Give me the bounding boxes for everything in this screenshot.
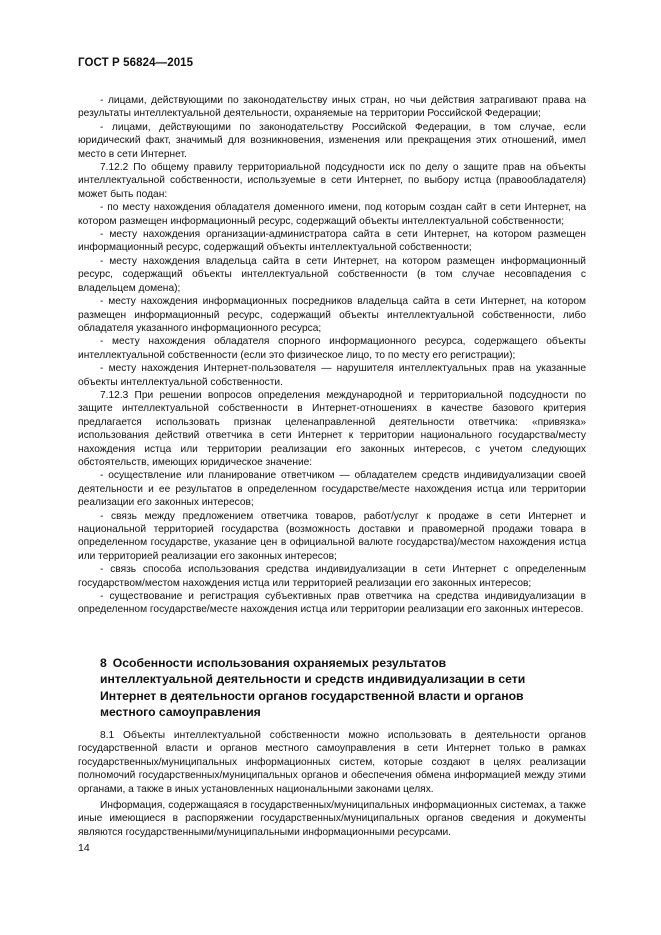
section-7-text (78, 94, 586, 617)
paragraph: - месту нахождения Интернет-пользователя — нарушителя интеллектуальных прав на указанные объекты интеллектуальной собственности. (78, 363, 586, 388)
section-number: 8 (100, 656, 107, 670)
paragraph: - месту нахождения обладателя спорного информационного ресурса, содержащего объекты интеллектуальной собственности (если это физическое лицо, то по месту его регистрации); (78, 336, 586, 361)
paragraph: 7.12.2 По общему правилу территориальной подсудности иск по делу о защите прав на объекты интеллектуальной собственности, используемые в сети Интернет, по выбору истца (правообладателя) может быть подан: (78, 162, 586, 200)
section-8-heading (100, 655, 560, 721)
page-number: 14 (78, 842, 90, 854)
paragraph: - месту нахождения владельца сайта в сети Интернет, на котором размещен информационный ресурс, содержащий объекты интеллектуальной собственности (в том случае несовпадения с владельцем домена); (78, 255, 586, 294)
paragraph: Информация, содержащаяся в государственных/муниципальных информационных системах, а также иные имеющиеся в распоряжении государственных/муниципальных органов сведения и документы являются государственными/муниципальными информационными ресурсами. (78, 800, 586, 838)
paragraph: - месту нахождения информационных посредников владельца сайта в сети Интернет, на котором размещен информационный ресурс, содержащий объекты интеллектуальной собственности, либо обладателя указанного информационного ресурса; (78, 296, 586, 334)
paragraph: - связь способа использования средства индивидуализации в сети Интернет с определенным государством/местом нахождения истца или территорией реализации его законных интересов; (78, 564, 586, 589)
section-8-text (78, 729, 586, 839)
paragraph: - лицами, действующими по законодательству Российской Федерации, в том случае, если юридический факт, значимый для возникновения, изменения или прекращения этих отношений, имел место в сети Интернет. (78, 121, 586, 160)
document-header: ГОСТ Р 56824—2015 (78, 57, 194, 69)
paragraph: - по месту нахождения обладателя доменного имени, под которым создан сайт в сети Интернет, на котором размещен информационный ресурс, содержащий объекты интеллектуальной собственности; (78, 202, 586, 227)
paragraph: - осуществление или планирование ответчиком — обладателем средств индивидуализации своей деятельности и ее результатов в определенном государстве/месте нахождения истца или территории реализации его законных интересов; (78, 470, 586, 509)
paragraph: 8.1 Объекты интеллектуальной собственности можно использовать в деятельности органов государственной власти и органов местного самоуправления в сети Интернет только в рамках государственных/муниципальных информационных систем, которые создают в целях реализации полномочий государственных/муниципальных органов и обеспечения обмена информацией между этими органами, а также в иных установленных национальными законами целях. (78, 730, 586, 795)
paragraph: 7.12.3 При решении вопросов определения международной и территориальной подсудности по защите интеллектуальной собственности в Интернет-отношениях в качестве базового критерия предлагается использовать признак целенаправленной деятельности ответчика: «привязка» использования действий ответчика в сети Интернет к территории национального государства/месту нахождения истца или территории реализации его законных интересов, с учетом следующих обстоятельств, имеющих юридическое значение: (78, 389, 586, 468)
paragraph: - месту нахождения организации-администратора сайта в сети Интернет, на котором размещен информационный ресурс, содержащий объекты интеллектуальной собственности; (78, 229, 586, 254)
paragraph: - лицами, действующими по законодательству иных стран, но чьи действия затрагивают права на результаты интеллектуальной деятельности, охраняемые на территории Российской Федерации; (78, 95, 586, 120)
paragraph: - существование и регистрация субъективных прав ответчика на средства индивидуализации в определенном государстве/месте нахождения истца или территории реализации его законных интересов. (78, 591, 586, 616)
section-title: Особенности использования охраняемых результатов интеллектуальной деятельности и средств индивидуализации в сети Интернет в деятельности органов государственной власти и органов местного самоуправления (100, 656, 526, 720)
paragraph: - связь между предложением ответчика товаров, работ/услуг к продаже в сети Интернет и национальной территорией государства (возможность доставки и правомерной продажи товара в определенном государстве, указание цен в официальной валюте государства)/местом нахождения истца или территорией реализации его законных интересов; (78, 510, 586, 562)
